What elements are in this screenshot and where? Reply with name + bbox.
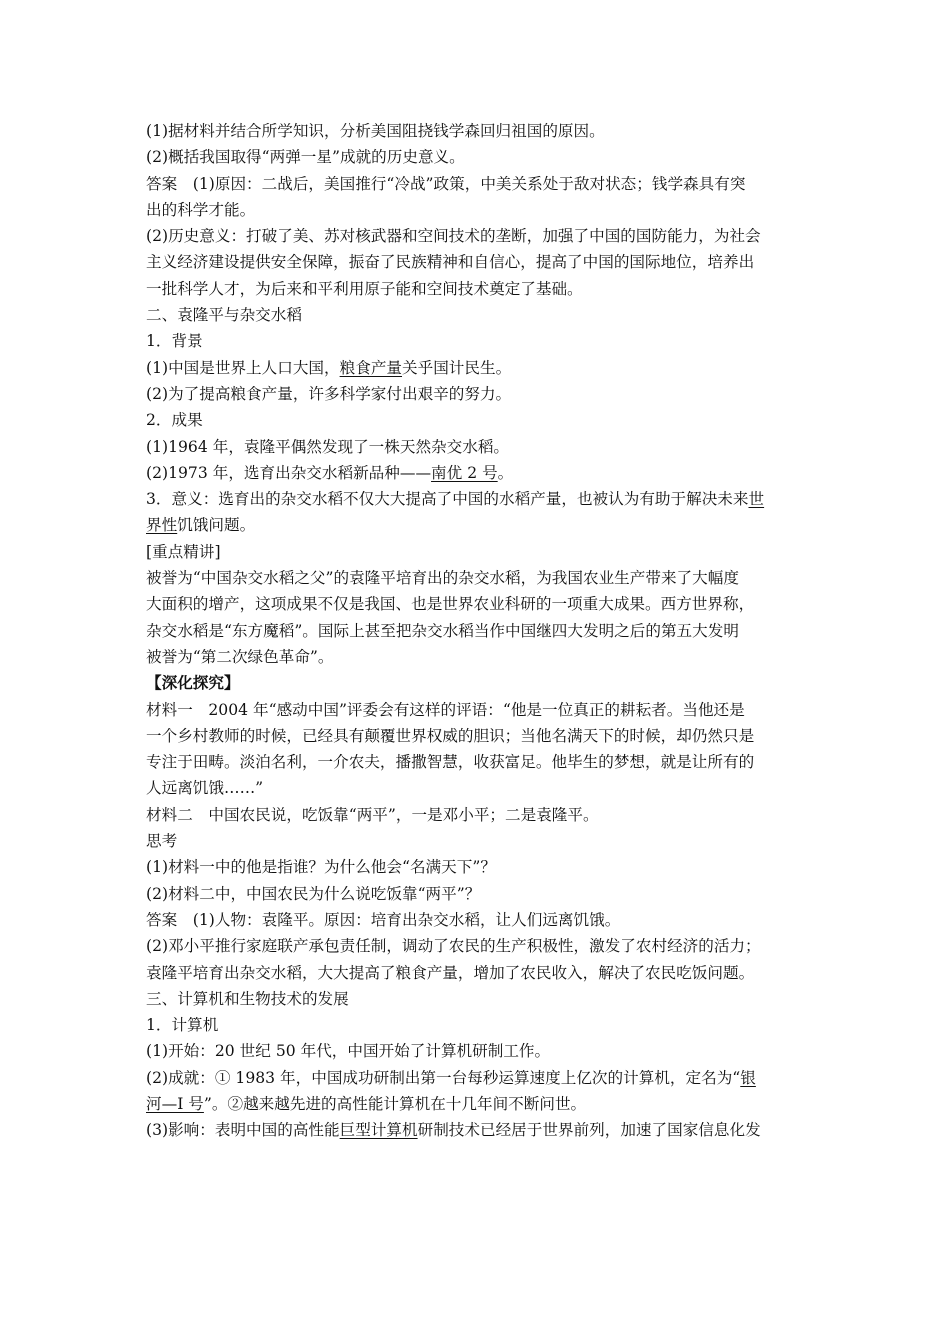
section-heading	[146, 302, 806, 328]
text-run: (1)开始：20 世纪 50 年代，中国开始了计算机研制工作。	[146, 1042, 551, 1061]
text-line	[146, 355, 806, 381]
material-line	[146, 697, 806, 723]
text-run: 材料一 2004 年“感动中国”评委会有这样的评语：“他是一位真正的耕耘者。当他还是	[146, 700, 745, 719]
text-line	[146, 144, 806, 170]
text-run: (1)中国是世界上人口大国，	[146, 358, 340, 377]
text-line	[146, 1091, 806, 1117]
text-run: 一个乡村教师的时候，已经具有颠覆世界权威的胆识；当他名满天下的时候，却仍然只是	[146, 726, 755, 745]
subsection-heading	[146, 328, 806, 354]
text-run: 。	[497, 463, 514, 482]
text-run: 袁隆平培育出杂交水稻，大大提高了粮食产量，增加了农民收入，解决了农民吃饭问题。	[146, 963, 755, 982]
text-run: 饥饿问题。	[177, 516, 256, 535]
answer-line	[146, 171, 806, 197]
text-run: 2．成果	[146, 411, 203, 430]
text-run: 专注于田畴。淡泊名利，一介农夫，播撒智慧，收获富足。他毕生的梦想，就是让所有的	[146, 753, 755, 772]
text-run: 大面积的增产，这项成果不仅是我国、也是世界农业科研的一项重大成果。西方世界称，	[146, 595, 755, 614]
text-line	[146, 434, 806, 460]
text-line	[146, 881, 806, 907]
text-run: 二、袁隆平与杂交水稻	[146, 306, 302, 325]
text-run: 一批科学人才，为后来和平利用原子能和空间技术奠定了基础。	[146, 279, 583, 298]
text-line	[146, 565, 806, 591]
text-run: 1．计算机	[146, 1016, 219, 1035]
text-run: 出的科学才能。	[146, 200, 256, 219]
text-run: (2)邓小平推行家庭联产承包责任制，调动了农民的生产积极性，激发了农村经济的活力；	[146, 937, 761, 956]
text-line	[146, 381, 806, 407]
text-line	[146, 118, 806, 144]
text-line	[146, 1038, 806, 1064]
text-run: 人远离饥饿……”	[146, 779, 264, 798]
text-run: (2)成就：① 1983 年，中国成功研制出第一台每秒运算速度上亿次的计算机，定名为“	[146, 1068, 741, 1087]
text-run: (1)据材料并结合所学知识，分析美国阻挠钱学森回归祖国的原因。	[146, 122, 605, 140]
text-run: 答案 (1)人物：袁隆平。原因：培育出杂交水稻，让人们远离饥饿。	[146, 910, 621, 929]
text-line	[146, 486, 806, 512]
text-run: 三、计算机和生物技术的发展	[146, 989, 349, 1008]
text-run: 思考	[146, 832, 178, 851]
document-page	[146, 118, 806, 1144]
underlined-term: 界性	[146, 516, 178, 535]
text-run: 被誉为“第二次绿色革命”。	[146, 647, 334, 666]
text-run: 关乎国计民生。	[402, 358, 512, 377]
underlined-term: 南优 2 号	[431, 463, 498, 482]
text-run: (2)1973 年，选育出杂交水稻新品种——	[146, 463, 432, 482]
key-point-heading	[146, 539, 806, 565]
text-line	[146, 933, 806, 959]
section-heading	[146, 986, 806, 1012]
think-heading	[146, 828, 806, 854]
text-run: 主义经济建设提供安全保障，振奋了民族精神和自信心，提高了中国的国际地位，培养出	[146, 253, 755, 272]
text-line	[146, 460, 806, 486]
text-run: 3．意义：选育出的杂交水稻不仅大大提高了中国的水稻产量，也被认为有助于解决未来	[146, 490, 749, 509]
text-run: (1)材料一中的他是指谁？为什么他会“名满天下”？	[146, 858, 496, 877]
underlined-term: 银	[740, 1068, 756, 1087]
underlined-term: 巨型计算机	[339, 1121, 418, 1140]
text-line	[146, 1117, 806, 1143]
text-line	[146, 775, 806, 801]
text-run: 答案 (1)原因：二战后，美国推行“冷战”政策，中美关系处于敌对状态；钱学森具有突	[146, 174, 746, 193]
text-run: [重点精讲]	[146, 542, 221, 561]
text-line	[146, 249, 806, 275]
text-line	[146, 1065, 806, 1091]
text-line	[146, 512, 806, 538]
text-run: 1．背景	[146, 332, 203, 351]
text-line	[146, 197, 806, 223]
text-run: (2)概括我国取得“两弹一星”成就的历史意义。	[146, 148, 465, 167]
text-run: (1)1964 年，袁隆平偶然发现了一株天然杂交水稻。	[146, 437, 510, 456]
text-line	[146, 723, 806, 749]
text-line	[146, 854, 806, 880]
text-line	[146, 749, 806, 775]
text-run: (2)材料二中，中国农民为什么说吃饭靠“两平”？	[146, 884, 481, 903]
subsection-heading	[146, 407, 806, 433]
text-line	[146, 644, 806, 670]
underlined-term: 粮食产量	[339, 358, 403, 377]
text-run: (3)影响：表明中国的高性能	[146, 1121, 340, 1140]
material-line	[146, 802, 806, 828]
text-line	[146, 223, 806, 249]
text-run: 材料二 中国农民说，吃饭靠“两平”，一是邓小平；二是袁隆平。	[146, 805, 599, 824]
text-run: 研制技术已经居于世界前列，加速了国家信息化发	[417, 1121, 761, 1140]
text-run: 【深化探究】	[146, 673, 240, 693]
text-run: ”。②越来越先进的高性能计算机在十几年间不断问世。	[203, 1094, 587, 1113]
subsection-heading	[146, 1012, 806, 1038]
inquiry-heading	[146, 670, 806, 696]
text-run: 被誉为“中国杂交水稻之父”的袁隆平培育出的杂交水稻，为我国农业生产带来了大幅度	[146, 569, 739, 588]
text-run: (2)为了提高粮食产量，许多科学家付出艰辛的努力。	[146, 384, 512, 403]
text-line	[146, 960, 806, 986]
text-line	[146, 276, 806, 302]
text-run: 杂交水稻是“东方魔稻”。国际上甚至把杂交水稻当作中国继四大发明之后的第五大发明	[146, 621, 739, 640]
answer-line	[146, 907, 806, 933]
text-line	[146, 618, 806, 644]
text-line	[146, 591, 806, 617]
text-run: (2)历史意义：打破了美、苏对核武器和空间技术的垄断，加强了中国的国防能力，为社会	[146, 227, 761, 246]
underlined-term: 河—I 号	[146, 1094, 204, 1113]
underlined-term: 世	[748, 490, 765, 509]
